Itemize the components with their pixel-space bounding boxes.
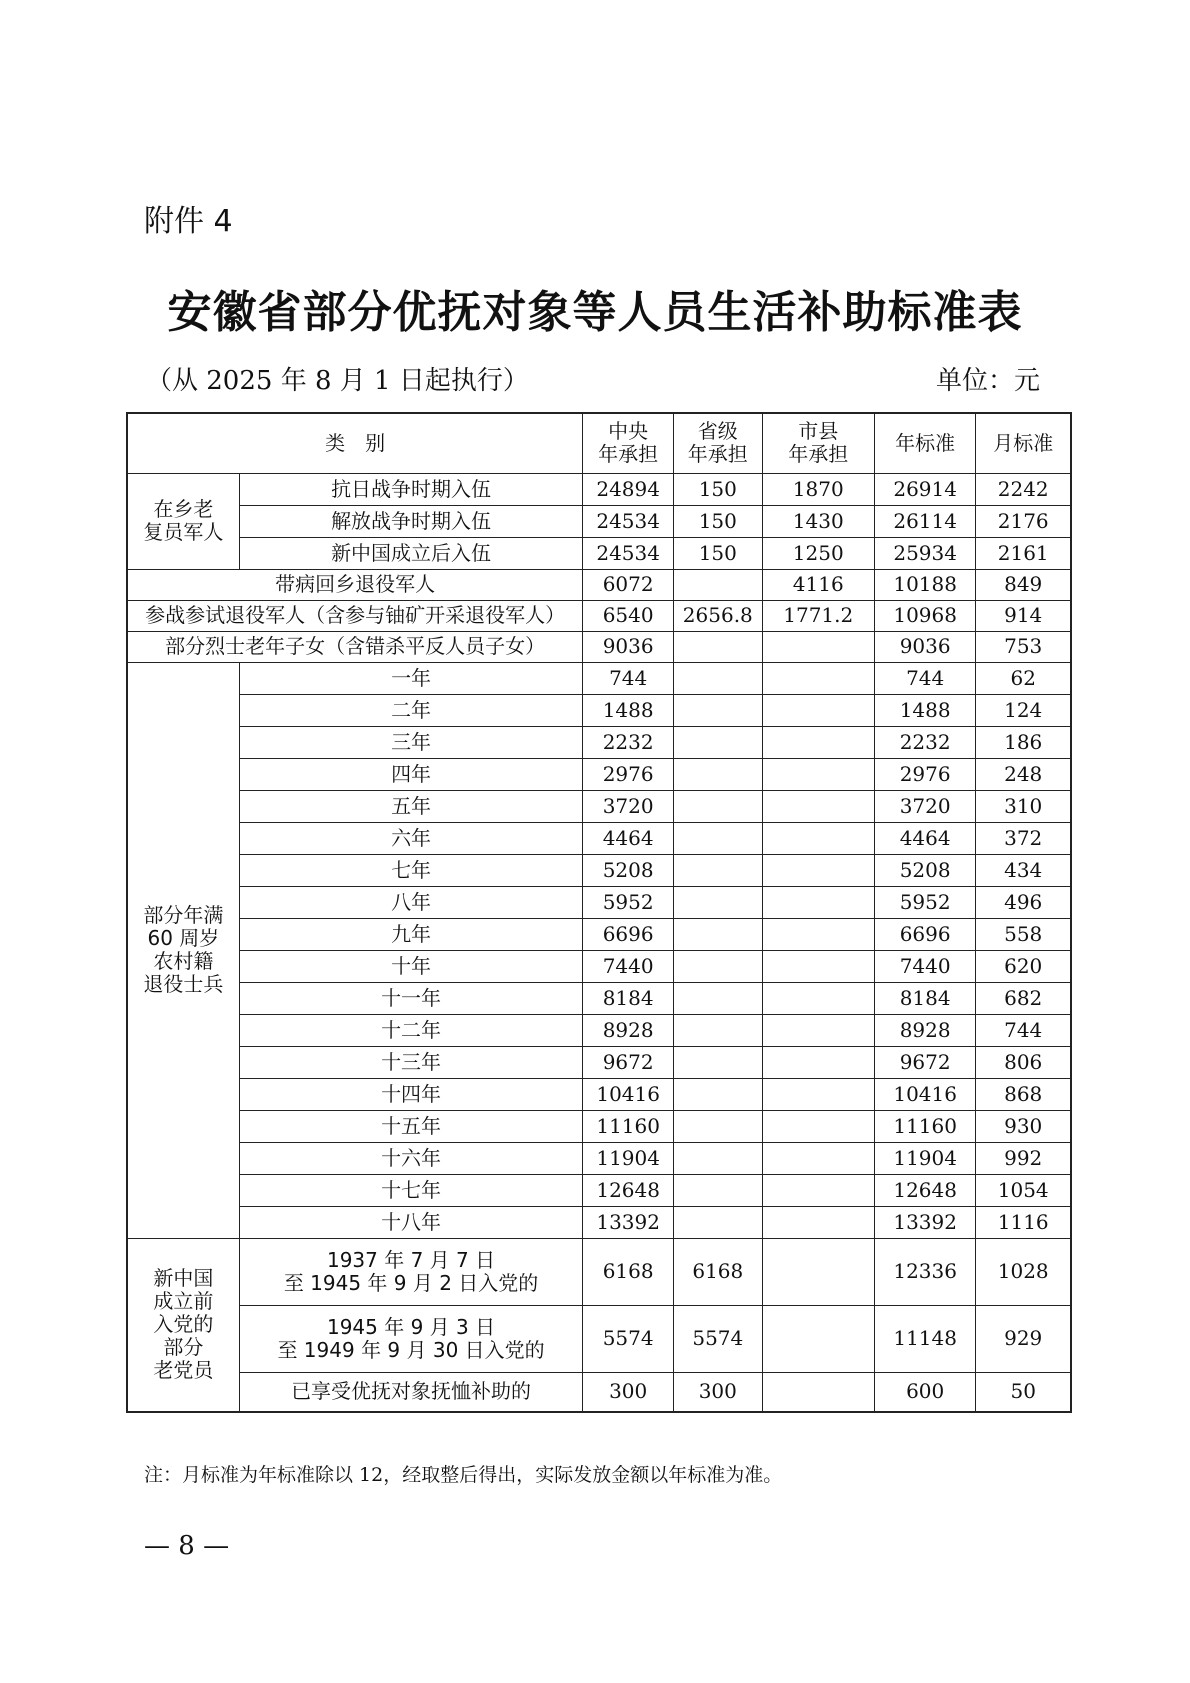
table-row: [127, 473, 1071, 505]
cell-provincial: [674, 1206, 763, 1238]
cell-city-county: [762, 822, 874, 854]
row-name: 1945 年 9 月 3 日 至 1949 年 9 月 30 日入党的: [239, 1305, 582, 1372]
cell-monthly: 992: [976, 1142, 1071, 1174]
cell-monthly: 914: [976, 600, 1071, 631]
cell-annual: 3720: [874, 790, 976, 822]
cell-monthly: 496: [976, 886, 1071, 918]
header-provincial: 省级 年承担: [674, 413, 763, 473]
cell-provincial: [674, 1174, 763, 1206]
row-name: 十四年: [239, 1078, 582, 1110]
cell-city-county: [762, 1046, 874, 1078]
cell-central: 2232: [583, 726, 674, 758]
cell-annual: 8928: [874, 1014, 976, 1046]
row-name: 新中国成立后入伍: [239, 537, 582, 569]
cell-monthly: 868: [976, 1078, 1071, 1110]
row-name: 已享受优抚对象抚恤补助的: [239, 1372, 582, 1412]
row-name: 十七年: [239, 1174, 582, 1206]
cell-monthly: 434: [976, 854, 1071, 886]
row-name: 十五年: [239, 1110, 582, 1142]
row-name: 参战参试退役军人（含参与铀矿开采退役军人）: [127, 600, 583, 631]
cell-monthly: 849: [976, 569, 1071, 600]
cell-annual: 11148: [874, 1305, 976, 1372]
cell-central: 8928: [583, 1014, 674, 1046]
row-name: 八年: [239, 886, 582, 918]
cell-city-county: [762, 662, 874, 694]
cell-provincial: [674, 758, 763, 790]
cell-annual: 12648: [874, 1174, 976, 1206]
cell-city-county: [762, 886, 874, 918]
table-header-row: [127, 413, 1071, 473]
cell-monthly: 753: [976, 631, 1071, 662]
cell-monthly: 2176: [976, 505, 1071, 537]
cell-monthly: 186: [976, 726, 1071, 758]
cell-annual: 8184: [874, 982, 976, 1014]
group-label-veterans: 在乡老 复员军人: [127, 473, 239, 569]
cell-provincial: [674, 982, 763, 1014]
cell-provincial: 2656.8: [674, 600, 763, 631]
table-row: [127, 569, 1071, 600]
cell-central: 4464: [583, 822, 674, 854]
cell-central: 5208: [583, 854, 674, 886]
table-row: [127, 505, 1071, 537]
cell-monthly: 930: [976, 1110, 1071, 1142]
table-row: [127, 1238, 1071, 1305]
unit-label: 单位：元: [935, 366, 1040, 396]
cell-monthly: 1028: [976, 1238, 1071, 1305]
cell-monthly: 620: [976, 950, 1071, 982]
cell-provincial: [674, 950, 763, 982]
cell-central: 6072: [583, 569, 674, 600]
group-label-party-members: 新中国 成立前 入党的 部分 老党员: [127, 1238, 239, 1412]
cell-monthly: 62: [976, 662, 1071, 694]
table-row: [127, 854, 1071, 886]
cell-provincial: [674, 1110, 763, 1142]
cell-annual: 9672: [874, 1046, 976, 1078]
table-row: [127, 790, 1071, 822]
attachment-label: 附件 4: [144, 204, 233, 239]
row-name: 十一年: [239, 982, 582, 1014]
row-name: 一年: [239, 662, 582, 694]
cell-annual: 11160: [874, 1110, 976, 1142]
cell-monthly: 372: [976, 822, 1071, 854]
cell-provincial: [674, 822, 763, 854]
row-name: 七年: [239, 854, 582, 886]
cell-city-county: [762, 918, 874, 950]
row-name: 九年: [239, 918, 582, 950]
cell-provincial: 5574: [674, 1305, 763, 1372]
table-row: [127, 1142, 1071, 1174]
row-name: 六年: [239, 822, 582, 854]
cell-city-county: 1870: [762, 473, 874, 505]
header-monthly: 月标准: [976, 413, 1071, 473]
cell-annual: 26914: [874, 473, 976, 505]
cell-city-county: [762, 790, 874, 822]
cell-central: 744: [583, 662, 674, 694]
cell-city-county: [762, 726, 874, 758]
subsidy-standard-table: [126, 412, 1072, 1413]
table-row: [127, 1110, 1071, 1142]
table-row: [127, 1206, 1071, 1238]
row-name: 十三年: [239, 1046, 582, 1078]
cell-annual: 12336: [874, 1238, 976, 1305]
cell-city-county: [762, 982, 874, 1014]
cell-provincial: [674, 569, 763, 600]
row-name: 四年: [239, 758, 582, 790]
cell-provincial: [674, 662, 763, 694]
row-name: 十年: [239, 950, 582, 982]
cell-city-county: 1250: [762, 537, 874, 569]
cell-central: 3720: [583, 790, 674, 822]
table-row: [127, 631, 1071, 662]
row-name: 带病回乡退役军人: [127, 569, 583, 600]
cell-annual: 10416: [874, 1078, 976, 1110]
cell-provincial: [674, 1142, 763, 1174]
cell-city-county: [762, 1142, 874, 1174]
cell-annual: 5208: [874, 854, 976, 886]
cell-annual: 10968: [874, 600, 976, 631]
row-name: 十八年: [239, 1206, 582, 1238]
header-city-county: 市县 年承担: [762, 413, 874, 473]
cell-monthly: 310: [976, 790, 1071, 822]
cell-provincial: [674, 886, 763, 918]
cell-central: 10416: [583, 1078, 674, 1110]
row-name: 五年: [239, 790, 582, 822]
table-row: [127, 758, 1071, 790]
row-name: 十六年: [239, 1142, 582, 1174]
cell-monthly: 929: [976, 1305, 1071, 1372]
cell-city-county: [762, 1206, 874, 1238]
cell-annual: 2232: [874, 726, 976, 758]
header-category: 类 别: [127, 413, 583, 473]
cell-annual: 4464: [874, 822, 976, 854]
header-central: 中央 年承担: [583, 413, 674, 473]
cell-central: 8184: [583, 982, 674, 1014]
header-annual: 年标准: [874, 413, 976, 473]
cell-city-county: [762, 631, 874, 662]
cell-provincial: 300: [674, 1372, 763, 1412]
table-row: [127, 886, 1071, 918]
cell-provincial: [674, 694, 763, 726]
cell-central: 5574: [583, 1305, 674, 1372]
cell-provincial: [674, 1014, 763, 1046]
table-row: [127, 600, 1071, 631]
table-row: [127, 726, 1071, 758]
cell-monthly: 1116: [976, 1206, 1071, 1238]
footnote: 注：月标准为年标准除以 12，经取整后得出，实际发放金额以年标准为准。: [144, 1464, 783, 1486]
cell-monthly: 124: [976, 694, 1071, 726]
cell-city-county: [762, 1305, 874, 1372]
cell-annual: 2976: [874, 758, 976, 790]
cell-city-county: [762, 1014, 874, 1046]
table-row: [127, 1174, 1071, 1206]
cell-monthly: 682: [976, 982, 1071, 1014]
cell-monthly: 1054: [976, 1174, 1071, 1206]
table-row: [127, 1305, 1071, 1372]
cell-city-county: [762, 950, 874, 982]
cell-central: 300: [583, 1372, 674, 1412]
cell-annual: 1488: [874, 694, 976, 726]
cell-annual: 6696: [874, 918, 976, 950]
group-label-soldiers: 部分年满 60 周岁 农村籍 退役士兵: [127, 662, 239, 1238]
cell-provincial: [674, 790, 763, 822]
cell-provincial: [674, 918, 763, 950]
table-row: [127, 950, 1071, 982]
row-name: 部分烈士老年子女（含错杀平反人员子女）: [127, 631, 583, 662]
table-row: [127, 694, 1071, 726]
cell-city-county: [762, 758, 874, 790]
cell-provincial: 150: [674, 537, 763, 569]
table-row: [127, 1014, 1071, 1046]
cell-central: 5952: [583, 886, 674, 918]
table-row: [127, 982, 1071, 1014]
cell-annual: 10188: [874, 569, 976, 600]
cell-city-county: [762, 854, 874, 886]
cell-annual: 744: [874, 662, 976, 694]
row-name: 十二年: [239, 1014, 582, 1046]
cell-central: 11904: [583, 1142, 674, 1174]
cell-central: 24534: [583, 537, 674, 569]
cell-city-county: [762, 1238, 874, 1305]
cell-provincial: [674, 854, 763, 886]
document-title: 安徽省部分优抚对象等人员生活补助标准表: [167, 287, 1023, 338]
cell-city-county: [762, 694, 874, 726]
cell-city-county: [762, 1372, 874, 1412]
cell-annual: 25934: [874, 537, 976, 569]
cell-city-county: [762, 1110, 874, 1142]
table-row: [127, 1372, 1071, 1412]
cell-central: 24894: [583, 473, 674, 505]
cell-city-county: [762, 1078, 874, 1110]
cell-annual: 13392: [874, 1206, 976, 1238]
table-row: [127, 537, 1071, 569]
cell-central: 9036: [583, 631, 674, 662]
row-name: 抗日战争时期入伍: [239, 473, 582, 505]
row-name: 解放战争时期入伍: [239, 505, 582, 537]
table-row: [127, 918, 1071, 950]
cell-monthly: 248: [976, 758, 1071, 790]
cell-monthly: 2242: [976, 473, 1071, 505]
cell-city-county: 4116: [762, 569, 874, 600]
cell-annual: 9036: [874, 631, 976, 662]
cell-central: 7440: [583, 950, 674, 982]
cell-central: 9672: [583, 1046, 674, 1078]
cell-central: 24534: [583, 505, 674, 537]
cell-central: 1488: [583, 694, 674, 726]
cell-provincial: [674, 1046, 763, 1078]
cell-central: 13392: [583, 1206, 674, 1238]
cell-central: 6168: [583, 1238, 674, 1305]
cell-city-county: 1771.2: [762, 600, 874, 631]
cell-city-county: [762, 1174, 874, 1206]
cell-annual: 7440: [874, 950, 976, 982]
cell-monthly: 50: [976, 1372, 1071, 1412]
cell-monthly: 806: [976, 1046, 1071, 1078]
table-row: [127, 662, 1071, 694]
cell-annual: 11904: [874, 1142, 976, 1174]
table-row: [127, 1078, 1071, 1110]
effective-date: （从 2025 年 8 月 1 日起执行）: [146, 366, 529, 396]
cell-provincial: [674, 631, 763, 662]
cell-central: 2976: [583, 758, 674, 790]
cell-central: 6540: [583, 600, 674, 631]
row-name: 1937 年 7 月 7 日 至 1945 年 9 月 2 日入党的: [239, 1238, 582, 1305]
cell-monthly: 558: [976, 918, 1071, 950]
cell-monthly: 744: [976, 1014, 1071, 1046]
row-name: 三年: [239, 726, 582, 758]
cell-provincial: 150: [674, 473, 763, 505]
cell-provincial: [674, 1078, 763, 1110]
cell-provincial: [674, 726, 763, 758]
cell-central: 11160: [583, 1110, 674, 1142]
table-row: [127, 822, 1071, 854]
table-row: [127, 1046, 1071, 1078]
cell-central: 6696: [583, 918, 674, 950]
cell-provincial: 150: [674, 505, 763, 537]
cell-annual: 600: [874, 1372, 976, 1412]
cell-central: 12648: [583, 1174, 674, 1206]
cell-annual: 26114: [874, 505, 976, 537]
cell-provincial: 6168: [674, 1238, 763, 1305]
cell-city-county: 1430: [762, 505, 874, 537]
row-name: 二年: [239, 694, 582, 726]
cell-monthly: 2161: [976, 537, 1071, 569]
cell-annual: 5952: [874, 886, 976, 918]
page-number: — 8 —: [144, 1531, 230, 1561]
